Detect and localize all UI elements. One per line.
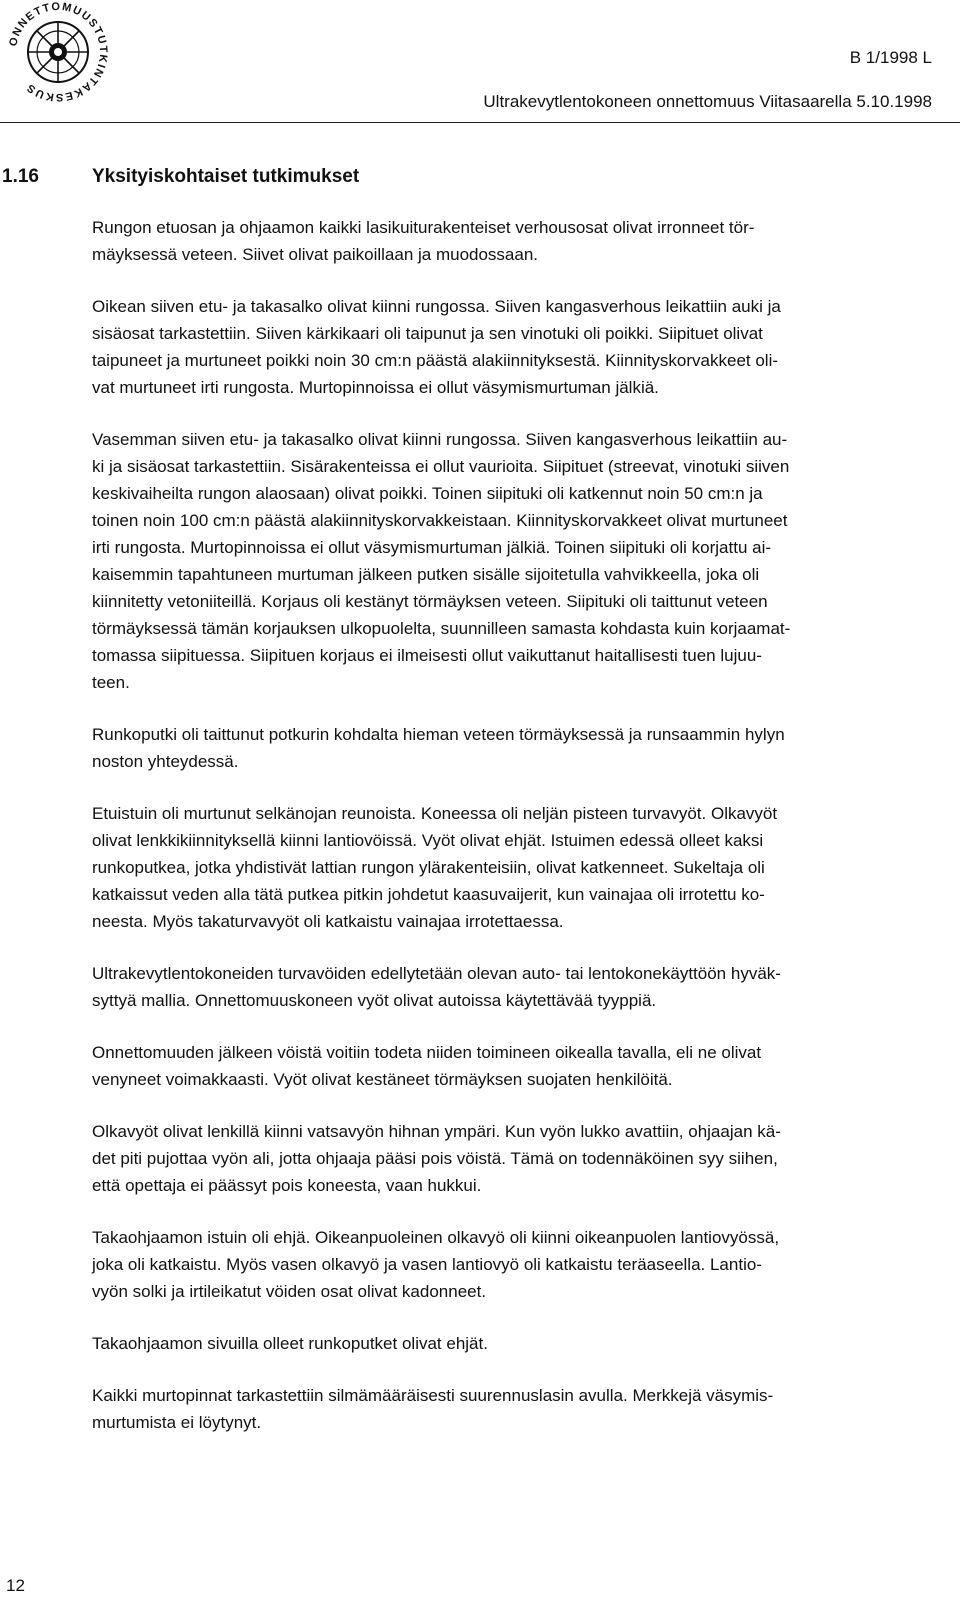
body-text [92,214,942,1461]
paragraph: Kaikki murtopinnat tarkastettiin silmämääräisesti suurennuslasin avulla. Merkkejä väsymis- murtumista ei löytynyt. [92,1386,774,1432]
paragraph: Ultrakevytlentokoneiden turvavöiden edellytetään olevan auto- tai lentokonekäyttöön hyväk- syttyä mallia. Onnettomuuskoneen vyöt olivat autoissa käytettävää tyyppiä. [92,964,781,1010]
agency-logo [0,0,116,104]
document-id: B 1/1998 L [849,48,932,67]
header-divider [0,122,960,123]
paragraph: Oikean siiven etu- ja takasalko olivat kiinni rungossa. Siiven kangasverhous leikattiin auki ja sisäosat tarkastettiin. Siiven kärkikaari oli taipunut ja sen vinotuki oli poikki. Siipituet olivat taipuneet ja murtuneet poikki noin 30 cm:n päästä alakiinnityksestä. Kiinnityskorvakkeet oli- vat murtuneet irti rungosta. Murtopinnoissa ei ollut väsymismurtuman jälkiä. [92,297,781,397]
paragraph: Etuistuin oli murtunut selkänojan reunoista. Koneessa oli neljän pisteen turvavyöt. Olkavyöt olivat lenkkikiinnityksellä kiinni lantiovöissä. Vyöt olivat ehjät. Istuimen edessä olleet kaksi runkoputkea, jotka yhdistivät lattian rungon ylärakenteisiin, olivat katkenneet. Sukeltaja oli katkaissut veden alla tätä putkea pitkin johdetut kaasuvaijerit, kun vainajaa oli irrotettu ko- neesta. Myös takaturvavyöt oli katkaistu vainajaa irrotettaessa. [92,804,778,931]
paragraph: Takaohjaamon sivuilla olleet runkoputket olivat ehjät. [92,1334,488,1353]
section-title: Yksityiskohtaiset tutkimukset [92,166,360,187]
paragraph: Rungon etuosan ja ohjaamon kaikki lasikuiturakenteiset verhousosat olivat irronneet tör- mäyksessä veteen. Siivet olivat paikoillaan ja muodossaan. [92,218,755,264]
section-number: 1.16 [2,166,39,187]
paragraph: Onnettomuuden jälkeen vöistä voitiin todeta niiden toimineen oikealla tavalla, eli ne olivat venyneet voimakkaasti. Vyöt olivat kestäneet törmäyksen suojaten henkilöitä. [92,1043,762,1089]
paragraph: Olkavyöt olivat lenkillä kiinni vatsavyön hihnan ympäri. Kun vyön lukko avattiin, ohjaajan kä- det piti pujottaa vyön ali, jotta ohjaaja pääsi pois vöistä. Tämä on todennäköinen syy siihen, että opettaja ei päässyt pois koneesta, vaan hukkui. [92,1122,781,1195]
page-number: 12 [6,1576,25,1595]
section-heading [2,166,359,188]
paragraph: Takaohjaamon istuin oli ehjä. Oikeanpuoleinen olkavyö oli kiinni oikeanpuolen lantiovyössä, joka oli katkaistu. Myös vasen olkavyö ja vasen lantiovyö oli katkaistu teräaseella. Lantio- vyön solki ja irtileikatut vöiden osat olivat kadonneet. [92,1228,780,1301]
paragraph: Runkoputki oli taittunut potkurin kohdalta hieman veteen törmäyksessä ja runsaammin hylyn noston yhteydessä. [92,725,785,771]
paragraph: Vasemman siiven etu- ja takasalko olivat kiinni rungossa. Siiven kangasverhous leikattiin au- ki ja sisäosat tarkastettiin. Sisärakenteissa ei ollut vaurioita. Siipituet (streevat, vinotuki siiven keskivaiheilta rungon alaosaan) olivat poikki. Toinen siipituki oli katkennut noin 50 cm:n ja toinen noin 100 cm:n päästä alakiinnityskorvakkeistaan. Kiinnityskorvakkeet olivat murtuneet irti rungosta. Murtopinnoissa ei ollut väsymismurtuman jälkiä. Toinen siipituki oli korjattu ai- kaisemmin tapahtuneen murtuman jälkeen putken sisälle sijoitetulla vahvikkeella, joka oli kiinnitetty vetoniiteillä. Korjaus oli kestänyt törmäyksen veteen. Siipituki oli taittunut veteen törmäyksessä tämän korjauksen ulkopuolelta, suunnilleen samasta kohdasta kuin korjaamat- tomassa siipituessa. Siipituen korjaus ei ilmeisesti ollut vaikuttanut haitallisesti tuen lujuu- teen. [92,430,791,692]
document-title: Ultrakevytlentokoneen onnettomuus Viitasaarella 5.10.1998 [483,92,932,111]
logo-ring-text: ONNETTOMUUSTUTKINTAKESKUS [7,0,110,104]
